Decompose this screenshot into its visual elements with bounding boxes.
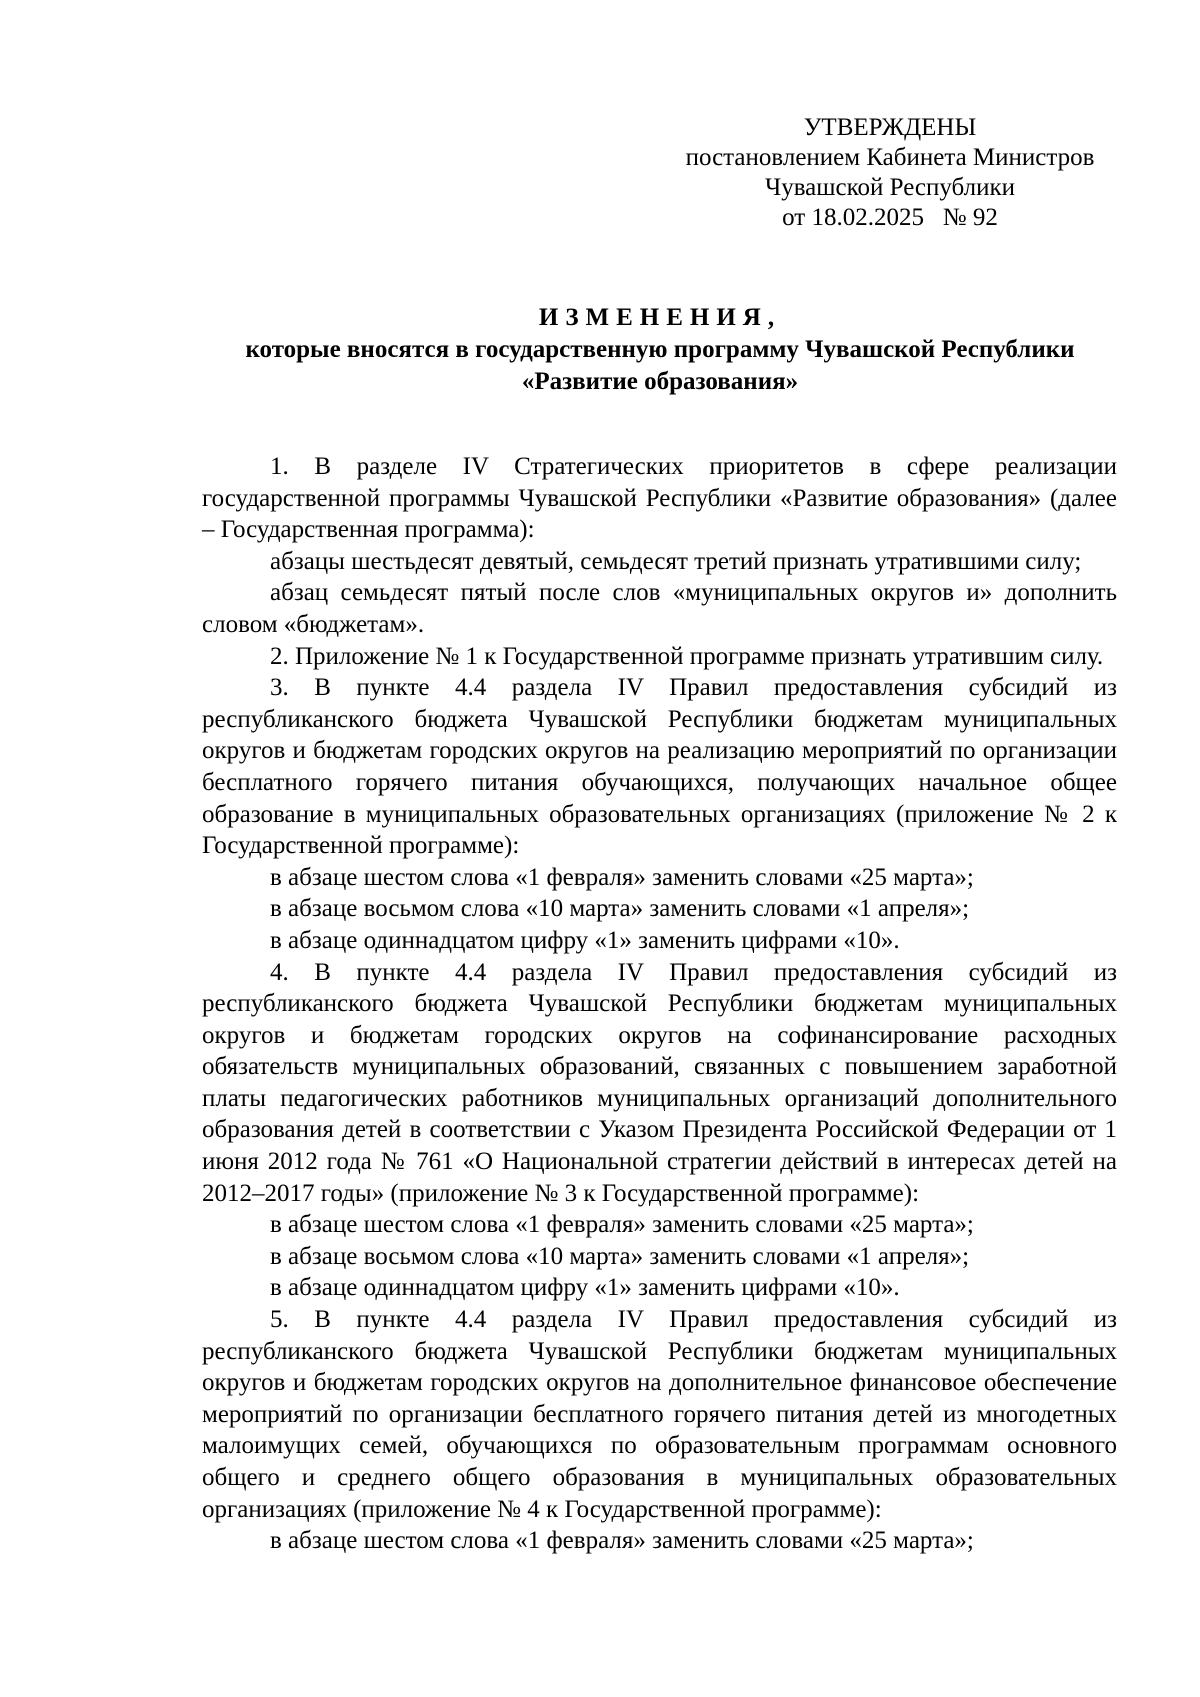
paragraph: в абзаце восьмом слова «10 марта» заменить словами «1 апреля»; [270,1242,970,1270]
approval-date-number: от 18.02.2025 № 92 [782,204,998,231]
paragraph: в абзаце шестом слова «1 февраля» заменить словами «25 марта»; [270,1211,974,1239]
document-title [190,302,1130,398]
paragraph: 1. В разделе IV Стратегических приоритетов в сфере реализации государственной программы Чувашской Республики «Развитие образования» (далее – Государственная программа): [202,453,1117,544]
paragraph: в абзаце шестом слова «1 февраля» заменить словами «25 марта»; [270,863,974,891]
title-program-name: «Развитие образования» [521,368,799,395]
approval-stamp [660,113,1120,233]
paragraph: в абзаце восьмом слова «10 марта» заменить словами «1 апреля»; [270,895,970,923]
paragraph: в абзаце шестом слова «1 февраля» заменить словами «25 марта»; [270,1527,974,1555]
paragraph: 3. В пункте 4.4 раздела IV Правил предоставления субсидий из республиканского бюджета Чувашской Республики бюджетам муниципальных округов и бюджетам городских округов на реализацию мероприятий по организации бесплатного горячего питания обучающихся, получающих начальное общее образование в муниципальных образовательных организациях (приложение № 2 к Государственной программе): [202,674,1117,860]
paragraph: абзацы шестьдесят девятый, семьдесят третий признать утратившими силу; [270,547,1082,575]
document-body [202,451,1117,1557]
paragraph: 5. В пункте 4.4 раздела IV Правил предоставления субсидий из республиканского бюджета Чувашской Республики бюджетам муниципальных округов и бюджетам городских округов на дополнительное финансовое обеспечение мероприятий по организации бесплатного горячего питания детей из многодетных малоимущих семей, обучающихся по образовательным программам основного общего и среднего общего образования в муниципальных образовательных организациях (приложение № 4 к Государственной программе): [202,1306,1117,1523]
approval-region: Чувашской Республики [764,174,1016,201]
approval-heading: УТВЕРЖДЕНЫ [803,114,977,141]
paragraph: абзац семьдесят пятый после слов «муниципальных округов и» дополнить словом «бюджетам». [202,579,1117,638]
title-subtitle: которые вносятся в государственную программу Чувашской Республики [245,336,1075,363]
paragraph: 4. В пункте 4.4 раздела IV Правил предоставления субсидий из республиканского бюджета Чувашской Республики бюджетам муниципальных округов и бюджетам городских округов на софинансирование расходных обязательств муниципальных образований, связанных с повышением заработной платы педагогических работников муниципальных организаций дополнительного образования детей в соответствии с Указом Президента Российской Федерации от 1 июня 2012 года № 761 «О Национальной стратегии действий в интересах детей на 2012–2017 годы» (приложение № 3 к Государственной программе): [202,958,1117,1207]
title-main: ИЗМЕНЕНИЯ, [538,304,782,331]
paragraph: в абзаце одиннадцатом цифру «1» заменить цифрами «10». [270,926,900,954]
paragraph: 2. Приложение № 1 к Государственной программе признать утратившим силу. [270,642,1104,670]
paragraph: в абзаце одиннадцатом цифру «1» заменить цифрами «10». [270,1274,900,1302]
approval-issuer: постановлением Кабинета Министров [685,144,1095,171]
